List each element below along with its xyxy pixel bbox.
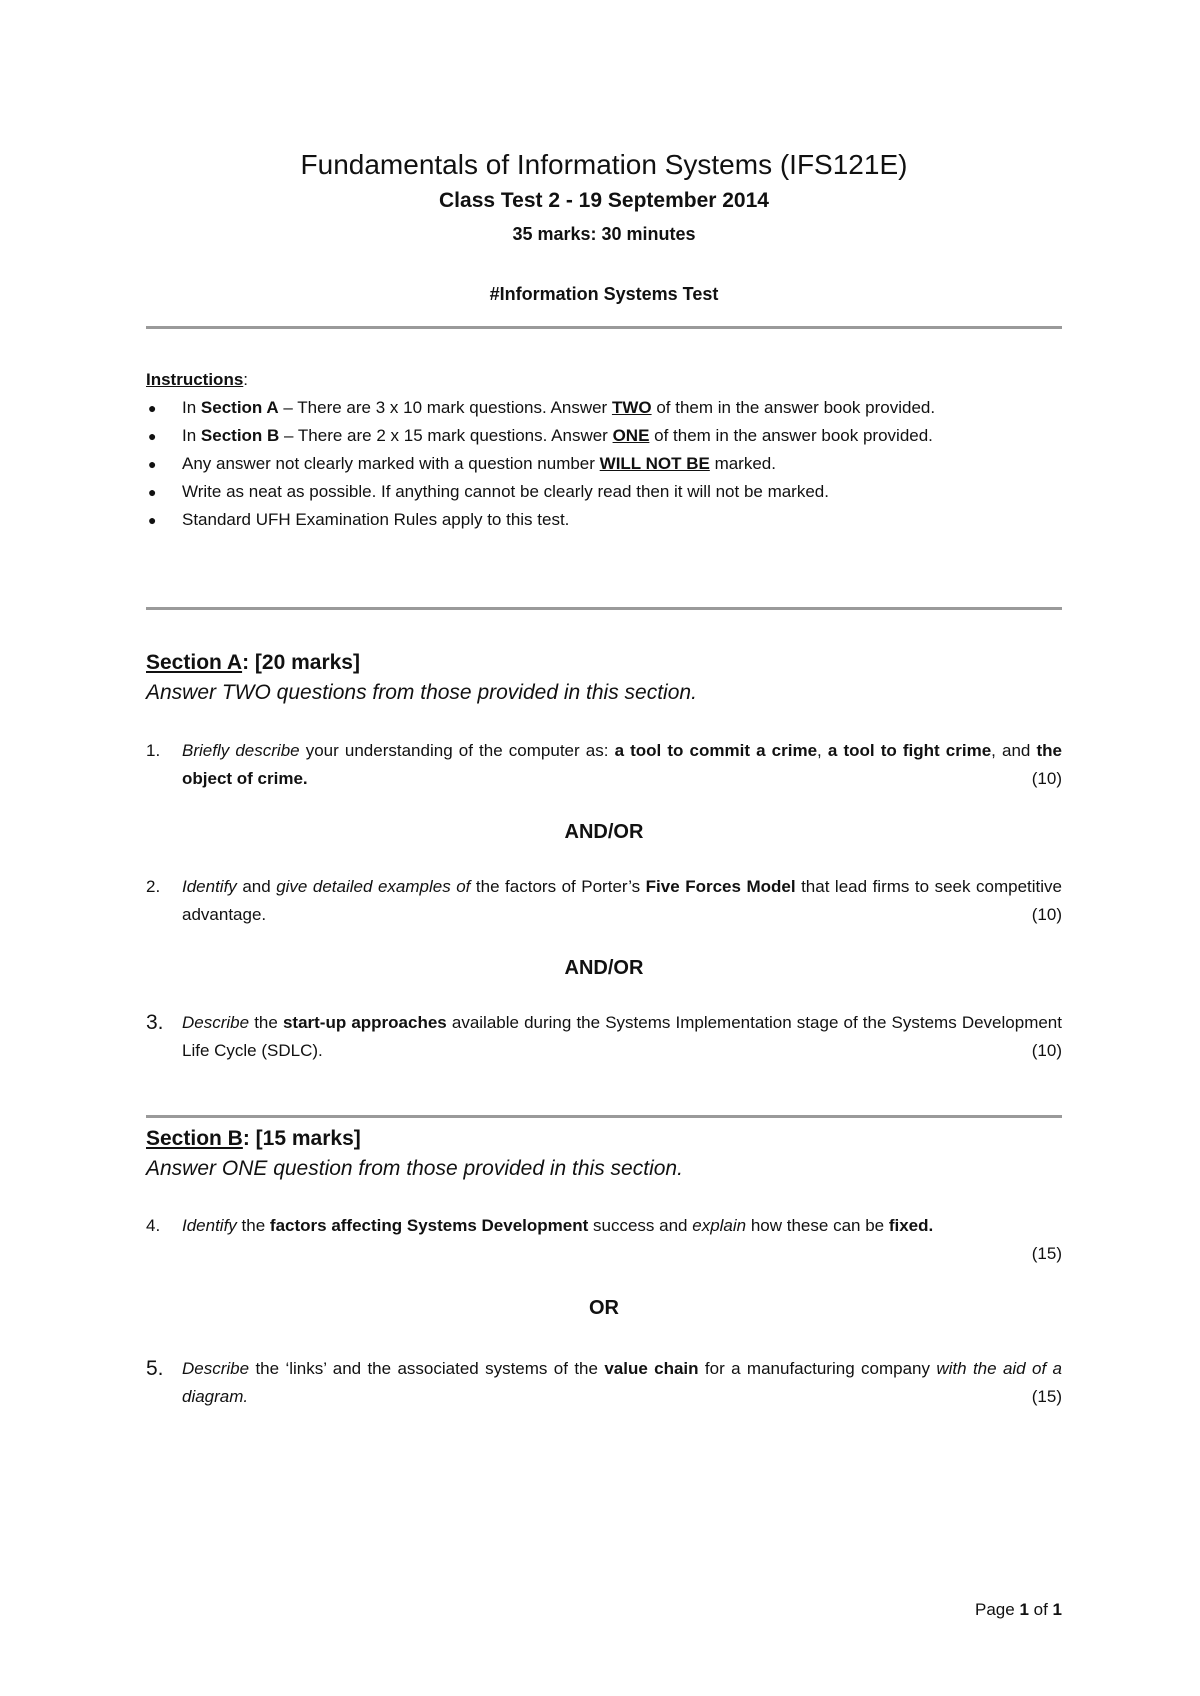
q-text: and [236, 877, 277, 896]
question-marks: (10) [1031, 1041, 1062, 1060]
q-text: the [249, 1013, 283, 1032]
or-separator: OR [589, 1297, 619, 1319]
instr-underline: TWO [611, 398, 652, 417]
test-tag: #Information Systems Test [489, 284, 719, 304]
instr-text: marked. [709, 454, 776, 473]
document-subtitle: Class Test 2 - 19 September 2014 [439, 189, 769, 212]
q-text: how these can be [746, 1216, 889, 1235]
question-3 [146, 1009, 1062, 1065]
section-a-label: Section A [146, 651, 243, 674]
question-number: 5. [146, 1357, 164, 1380]
q-text: the ‘links’ and the associated systems of the [249, 1359, 605, 1378]
q-italic: Describe [182, 1359, 250, 1378]
instr-text: Any answer not clearly marked with a question number [182, 454, 600, 473]
q-text: for a manufacturing company [698, 1359, 937, 1378]
and-or-separator: AND/OR [564, 957, 644, 979]
document-title: Fundamentals of Information Systems (IFS121E) [300, 149, 908, 180]
instructions-heading: Instructions [146, 370, 244, 389]
q-italic: Describe [182, 1013, 250, 1032]
instr-text: – There are 2 x 15 mark questions. Answer [279, 426, 613, 445]
and-or-separator: AND/OR [564, 821, 644, 843]
bullet-icon: ● [148, 456, 157, 472]
question-number: 3. [146, 1011, 164, 1034]
question-4 [146, 1212, 1062, 1268]
question-marks: (10) [1031, 769, 1062, 788]
instructions-colon: : [243, 370, 249, 389]
q-bold: value chain [604, 1359, 699, 1378]
question-number: 2. [146, 877, 161, 896]
footer-page-total: 1 [1052, 1600, 1062, 1619]
section-b-label: Section B [146, 1127, 243, 1150]
section-b-subtitle: Answer ONE question from those provided in this section. [146, 1157, 683, 1180]
question-number: 4. [146, 1216, 161, 1235]
question-2 [146, 873, 1062, 929]
question-5 [146, 1355, 1062, 1411]
q-text: , and [991, 741, 1037, 760]
horizontal-rule [146, 326, 1062, 329]
q-text: , [817, 741, 828, 760]
instr-text: of them in the answer book provided. [649, 426, 933, 445]
bullet-icon: ● [148, 400, 157, 416]
question-marks: (10) [1031, 905, 1062, 924]
q-text: the factors of Porter’s [470, 877, 646, 896]
bullet-icon: ● [148, 428, 157, 444]
horizontal-rule [146, 607, 1062, 610]
instr-underline: ONE [612, 426, 650, 445]
q-text: the [236, 1216, 270, 1235]
question-marks: (15) [1031, 1244, 1062, 1263]
instruction-item [146, 450, 1062, 478]
footer-page-number: 1 [1019, 1600, 1029, 1619]
q-text: your understanding of the computer as: [299, 741, 615, 760]
question-number: 1. [146, 741, 161, 760]
section-a-marks: : [20 marks] [242, 651, 360, 674]
footer-page-word: Page [975, 1600, 1020, 1619]
instruction-item [146, 506, 1062, 534]
instructions-block [146, 366, 1062, 534]
question-text [182, 1212, 1062, 1240]
q-italic: Identify [182, 877, 237, 896]
instr-text: In [182, 426, 201, 445]
instr-underline: WILL NOT BE [599, 454, 710, 473]
instr-bold: Section B [200, 426, 280, 445]
q-italic: give detailed examples of [276, 877, 471, 896]
instr-text: of them in the answer book provided. [651, 398, 936, 417]
q-bold: a tool to commit a crime [614, 741, 818, 760]
q-italic: explain [692, 1216, 747, 1235]
q-bold: start-up approaches [282, 1013, 447, 1032]
marks-time-line: 35 marks: 30 minutes [512, 224, 696, 244]
instruction-item [146, 422, 1062, 450]
horizontal-rule [146, 1115, 1062, 1118]
q-italic: with the aid of a diagram. [182, 1359, 1062, 1406]
q-text: success and [588, 1216, 693, 1235]
instructions-list [146, 394, 1062, 534]
exam-page [146, 0, 1062, 1696]
bullet-icon: ● [148, 512, 157, 528]
instruction-item [146, 394, 1062, 422]
q-text: that lead firms to seek competitive advantage. [182, 877, 1062, 924]
q-italic: Briefly describe [182, 741, 300, 760]
instr-text: – There are 3 x 10 mark questions. Answer [278, 398, 612, 417]
instructions-heading-row [146, 366, 1062, 394]
q-bold: fixed. [888, 1216, 934, 1235]
instruction-item [146, 478, 1062, 506]
instr-bold: Section A [200, 398, 279, 417]
instr-text: Standard UFH Examination Rules apply to this test. [182, 510, 570, 529]
q-text: available during the Systems Implementation stage of the Systems Development Life Cycle (SDLC). [182, 1013, 1062, 1060]
q-bold: the object of crime. [182, 741, 1062, 788]
section-a-subtitle: Answer TWO questions from those provided in this section. [146, 681, 697, 704]
q-bold: Five Forces Model [645, 877, 796, 896]
section-b-marks: : [15 marks] [242, 1127, 361, 1150]
q-italic: Identify [182, 1216, 237, 1235]
q-bold: factors affecting Systems Development [269, 1216, 589, 1235]
bullet-icon: ● [148, 484, 157, 500]
section-a-heading [146, 649, 1062, 677]
instr-text: In [182, 398, 201, 417]
q-bold: a tool to fight crime [827, 741, 992, 760]
page-footer [975, 1598, 1062, 1622]
question-marks: (15) [1031, 1387, 1062, 1406]
section-b-heading [146, 1125, 1062, 1153]
question-1 [146, 737, 1062, 793]
instr-text: Write as neat as possible. If anything cannot be clearly read then it will not be marked. [182, 482, 829, 501]
footer-of-word: of [1028, 1600, 1053, 1619]
